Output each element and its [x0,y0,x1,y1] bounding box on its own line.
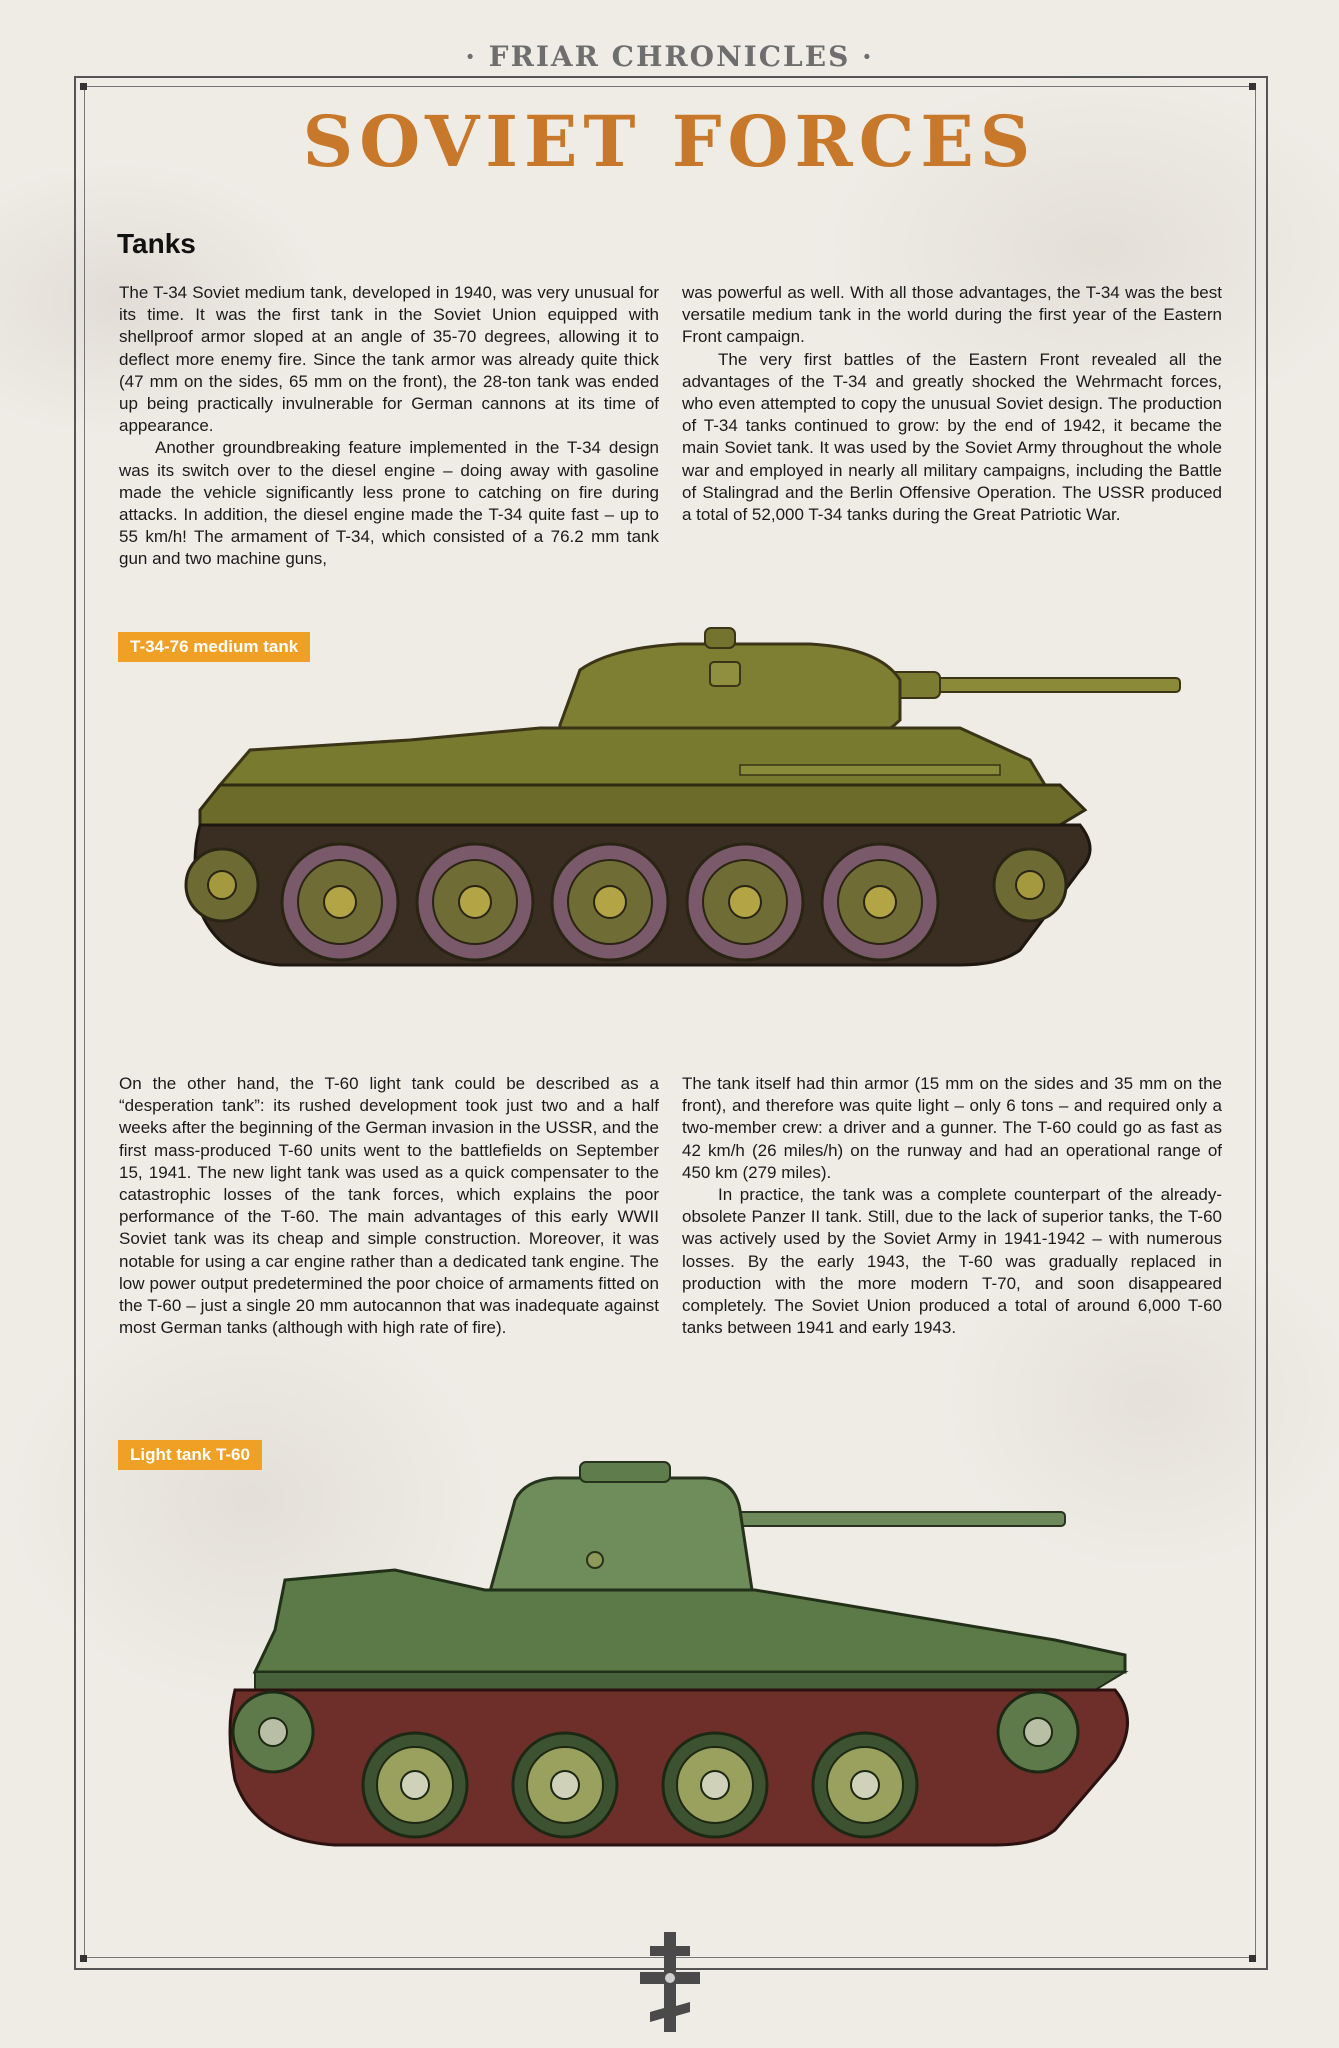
paragraph: The very first battles of the Eastern Front revealed all the advantages of the T-34 and greatly shocked the Wehrmacht forces, who even attempted to copy the unusual Soviet design. The production of T-34 tanks continued to grow: by the end of 1942, it became the main Soviet tank. It was used by the Soviet Army throughout the whole war and employed in nearly all military campaigns, including the Battle of Stalingrad and the Berlin Offensive Operation. The USSR produced a total of 52,000 T-34 tanks during the Great Patriotic War. [682,349,1222,525]
section-heading: Tanks [117,228,196,259]
orthodox-cross-icon [640,1932,700,2032]
t60-tank-illustration-icon [195,1440,1155,1860]
t34-tank-illustration-icon [160,610,1190,990]
paragraph: The tank itself had thin armor (15 mm on the sides and 35 mm on the front), and therefore was quite light – only 6 tons – and required only a two-member crew: a driver and a gunner. The T-60 could go as fast as 42 km/h (26 miles/h) on the runway and had an operational range of 450 km (279 miles). [682,1074,1222,1182]
frame-corner [1249,83,1256,90]
frame-corner [80,83,87,90]
paragraph: The T-34 Soviet medium tank, developed in 1940, was very unusual for its time. It was the first tank in the Soviet Union equipped with shellproof armor sloped at an angle of 35-70 degrees, allowing it to deflect more enemy fire. Since the tank armor was already quite thick (47 mm on the sides, 65 mm on the front), the 28-ton tank was ended up being practically invulnerable for German cannons at its time of appearance. [119,283,659,436]
t34-text-column-2 [682,282,1222,526]
series-header: · FRIAR CHRONICLES · [465,40,874,73]
t34-text-column-1 [119,282,659,571]
frame-corner [1249,1955,1256,1962]
t60-caption-label: Light tank T-60 [118,1440,262,1470]
paragraph: In practice, the tank was a complete counterpart of the already-obsolete Panzer II tank. Still, due to the lack of superior tanks, the T-60 was actively used by the Soviet Army in 1941-1942 – with numerous losses. By the early 1943, the T-60 was gradually replaced in production with the more modern T-70, and soon disappeared completely. The Soviet Union produced a total of around 6,000 T-60 tanks between 1941 and early 1943. [682,1185,1222,1338]
frame-corner [80,1955,87,1962]
t60-text-column-1 [119,1073,659,1339]
paragraph: On the other hand, the T-60 light tank could be described as a “desperation tank”: its rushed development took just two and a half weeks after the beginning of the German invasion in the USSR, and the first mass-produced T-60 units went to the battlefields on September 15, 1941. The new light tank was used as a quick compensater to the catastrophic losses of the tank forces, which explains the poor performance of the T-60. The main advantages of this early WWII Soviet tank was its cheap and simple construction. Moreover, it was notable for using a car engine rather than a dedicated tank engine. The low power output predetermined the poor choice of armaments fitted on the T-60 – just a single 20 mm autocannon that was inadequate against most German tanks (although with high rate of fire). [119,1074,659,1338]
page-title: SOVIET FORCES [302,100,1037,183]
paragraph: Another groundbreaking feature implemented in the T-34 design was its switch over to the diesel engine – doing away with gasoline made the vehicle significantly less prone to catching on fire during attacks. In addition, the diesel engine made the T-34 quite fast – up to 55 km/h! The armament of T-34, which consisted of a 76.2 mm tank gun and two machine guns, [119,438,659,569]
t34-caption-label: T-34-76 medium tank [118,632,310,662]
t60-text-column-2 [682,1073,1222,1339]
paragraph: was powerful as well. With all those advantages, the T-34 was the best versatile medium tank in the world during the first year of the Eastern Front campaign. [682,283,1222,347]
